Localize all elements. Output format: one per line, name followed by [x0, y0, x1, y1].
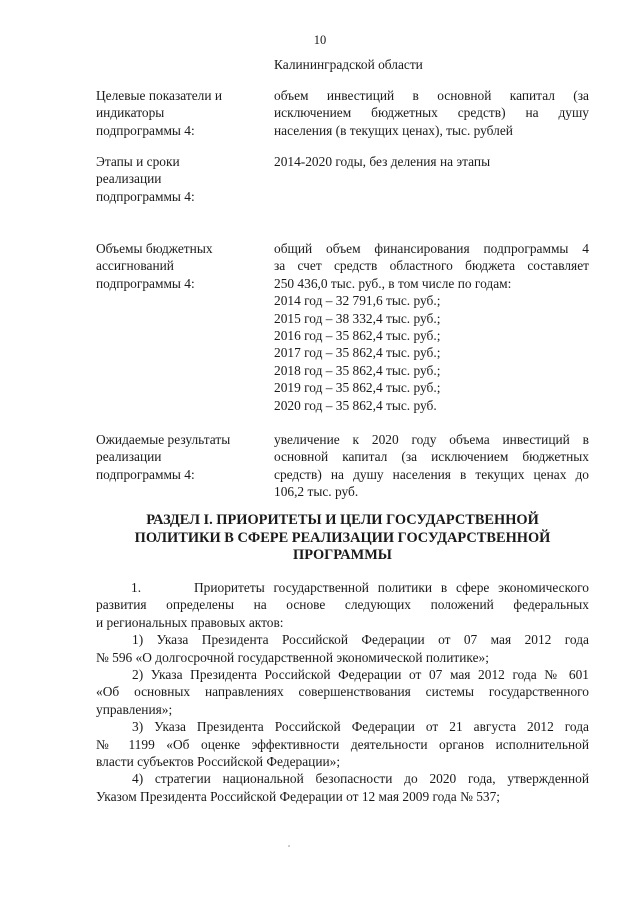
- page-number: 10: [313, 33, 327, 47]
- budget-year-line: 2020 год – 35 862,4 тыс. руб.: [274, 397, 437, 413]
- list-item: 1) Указа Президента Российской Федерации от 07 мая 2012 года № 596 «О долгосрочной государственной экономической политике»;: [96, 632, 589, 665]
- budget-year-line: 2019 год – 35 862,4 тыс. руб.;: [274, 380, 441, 396]
- list-item: 3) Указа Президента Российской Федерации от 21 августа 2012 года № 1199 «Об оценке эффективности деятельности органов исполнительной власти субъектов Российской Федерации»;: [96, 719, 589, 770]
- passport-value: 2014-2020 годы, без деления на этапы: [274, 154, 491, 169]
- budget-year-line: 2018 год – 35 862,4 тыс. руб.;: [274, 362, 441, 378]
- paragraph: 1. Приоритеты государственной политики в сфере экономического развития определены на основе следующих положений федеральных и региональных правовых актов:: [96, 580, 589, 630]
- section-title: РАЗДЕЛ I. ПРИОРИТЕТЫ И ЦЕЛИ ГОСУДАРСТВЕННОЙ ПОЛИТИКИ В СФЕРЕ РЕАЛИЗАЦИИ ГОСУДАРСТВЕННОЙ ПРОГРАММЫ: [134, 512, 551, 563]
- passport-label: Ожидаемые результаты реализации подпрограммы 4:: [96, 432, 231, 482]
- passport-value: общий объем финансирования подпрограммы 4 за счет средств областного бюджета составляет 250 436,0 тыс. руб., в том числе по годам: 2014 год – 32 791,6 тыс. руб.; 2015 год – 38 332,4 тыс. руб.; 2016 год – 35 862,4 тыс. руб.; 2017 год – 35 862,4 тыс. руб.; 2018 год – 35 862,4 тыс. руб.; 2019 год – 35 862,4 тыс. руб.; 2020 год – 35 862,4 тыс. руб.: [274, 241, 589, 413]
- list-item: 4) стратегии национальной безопасности до 2020 года, утвержденной Указом Президента Российской Федерации от 12 мая 2009 года № 537;: [96, 771, 589, 804]
- passport-label: Этапы и сроки реализации подпрограммы 4:: [96, 154, 195, 204]
- budget-year-line: 2017 год – 35 862,4 тыс. руб.;: [274, 345, 441, 361]
- section-body: [96, 579, 589, 805]
- list-item: 2) Указа Президента Российской Федерации от 07 мая 2012 года № 601 «Об основных направлениях совершенствования системы государственного управления»;: [96, 667, 589, 717]
- passport-value: объем инвестиций в основной капитал (за исключением бюджетных средств) на душу населения (в текущих ценах), тыс. рублей: [274, 88, 589, 138]
- passport-label: Целевые показатели и индикаторы подпрограммы 4:: [96, 88, 223, 138]
- passport-value: увеличение к 2020 году объема инвестиций в основной капитал (за исключением бюджетных средств) на душу населения в текущих ценах до 106,2 тыс. руб.: [274, 432, 589, 500]
- scan-speck: [288, 845, 290, 847]
- header-continuation: Калининградской области: [274, 57, 423, 72]
- budget-year-line: 2015 год – 38 332,4 тыс. руб.;: [274, 310, 441, 326]
- passport-label: Объемы бюджетных ассигнований подпрограммы 4:: [96, 241, 213, 291]
- budget-year-line: 2016 год – 35 862,4 тыс. руб.;: [274, 328, 441, 344]
- budget-year-line: 2014 год – 32 791,6 тыс. руб.;: [274, 293, 441, 309]
